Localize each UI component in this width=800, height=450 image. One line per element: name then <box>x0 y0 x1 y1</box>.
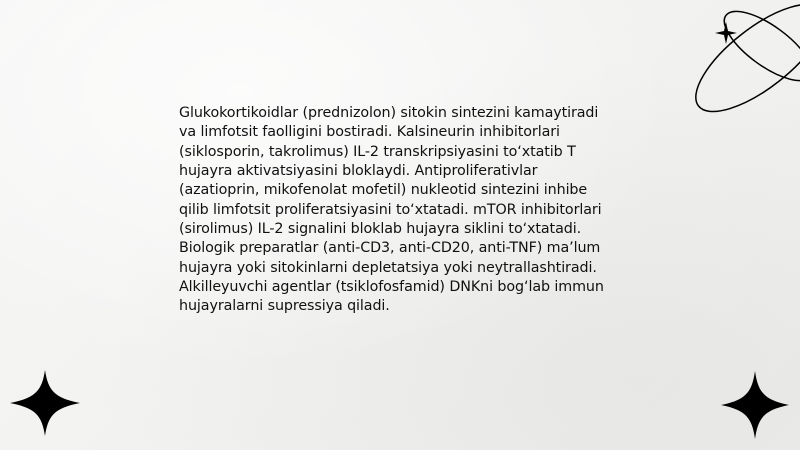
four-point-star-icon <box>721 371 789 439</box>
slide-body-text: Glukokortikoidlar (prednizolon) sitokin sintezini kamaytiradi va limfotsit faolligini bostiradi. Kalsineurin inhibitorlari (siklosporin, takrolimus) IL-2 transkripsiyasini to‘xtatib T hujayra aktivatsiyasini bloklaydi. Antiproliferativlar (azatioprin, mikofenolat mofetil) nukleotid sintezini inhibe qilib limfotsit proliferatsiyasini to‘xtatadi. mTOR inhibitorlari (sirolimus) IL-2 signalini bloklab hujayra siklini to‘xtatadi. Biologik preparatlar (anti-CD3, anti-CD20, anti-TNF) ma’lum hujayra yoki sitokinlarni depletatsiya yoki neytrallashtiradi. Alkilleyuvchi agentlar (tsiklofosfamid) DNKni bog‘lab immun hujayralarni supressiya qiladi. <box>179 105 604 315</box>
orbit-ellipses-with-sparkle-icon <box>660 0 800 140</box>
four-point-star-icon <box>10 370 80 436</box>
